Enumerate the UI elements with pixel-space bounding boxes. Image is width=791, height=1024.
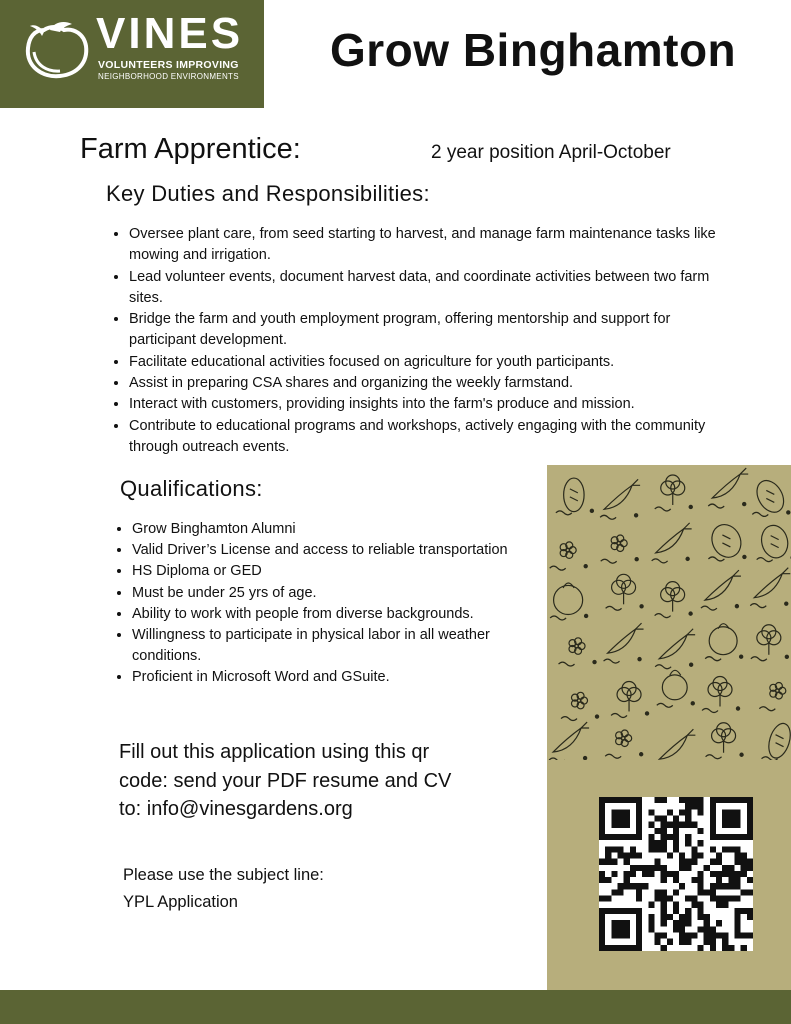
- qualification-item: • Ability to work with people from diverse backgrounds.: [132, 604, 512, 625]
- logo-name: VINES: [96, 9, 244, 58]
- vines-logo: [0, 0, 264, 108]
- job-title: Farm Apprentice:: [80, 133, 301, 165]
- application-instructions: Fill out this application using this qr code: send your PDF resume and CV to: info@vinesgardens.org: [119, 741, 452, 820]
- tomato-icon: [20, 18, 90, 80]
- footer-bar: [0, 990, 791, 1024]
- vegetable-doodle-pattern-icon: [547, 465, 791, 760]
- duty-item: • Interact with customers, providing insights into the farm's produce and mission.: [129, 394, 739, 415]
- subject-line-value: YPL Application: [123, 893, 238, 911]
- qualification-item: • HS Diploma or GED: [132, 561, 512, 582]
- qualification-item: • Must be under 25 yrs of age.: [132, 583, 512, 604]
- duty-item: • Facilitate educational activities focused on agriculture for youth participants.: [129, 352, 739, 373]
- page-title: Grow Binghamton: [330, 24, 737, 76]
- qualification-item: • Grow Binghamton Alumni: [132, 519, 512, 540]
- subject-line-note: [123, 862, 423, 916]
- qualifications-list: [114, 519, 512, 689]
- qualification-item: • Valid Driver’s License and access to reliable transportation: [132, 540, 512, 561]
- qr-panel: [547, 760, 791, 990]
- qr-code-icon[interactable]: [599, 797, 753, 951]
- duty-item: • Assist in preparing CSA shares and organizing the weekly farmstand.: [129, 373, 739, 394]
- qualification-item: • Proficient in Microsoft Word and GSuite.: [132, 667, 512, 688]
- logo-tagline-line1: VOLUNTEERS IMPROVING: [98, 59, 239, 71]
- duty-item: • Bridge the farm and youth employment program, offering mentorship and support for participant development.: [129, 309, 739, 352]
- duty-item: • Contribute to educational programs and workshops, actively engaging with the community through outreach events.: [129, 416, 739, 459]
- duties-list: [111, 224, 739, 458]
- duty-item: • Lead volunteer events, document harvest data, and coordinate activities between two farm sites.: [129, 267, 739, 310]
- duties-heading: Key Duties and Responsibilities:: [106, 181, 430, 206]
- subject-line-prompt: Please use the subject line:: [123, 866, 324, 884]
- vegetable-pattern-panel: [547, 465, 791, 760]
- qualification-item: • Willingness to participate in physical labor in all weather conditions.: [132, 625, 512, 667]
- job-term: 2 year position April-October: [431, 142, 671, 163]
- qualifications-heading: Qualifications:: [120, 476, 263, 501]
- duty-item: • Oversee plant care, from seed starting to harvest, and manage farm maintenance tasks like mowing and irrigation.: [129, 224, 739, 267]
- logo-tagline-line2: NEIGHBORHOOD ENVIRONMENTS: [98, 72, 239, 81]
- logo-tagline: [98, 60, 239, 82]
